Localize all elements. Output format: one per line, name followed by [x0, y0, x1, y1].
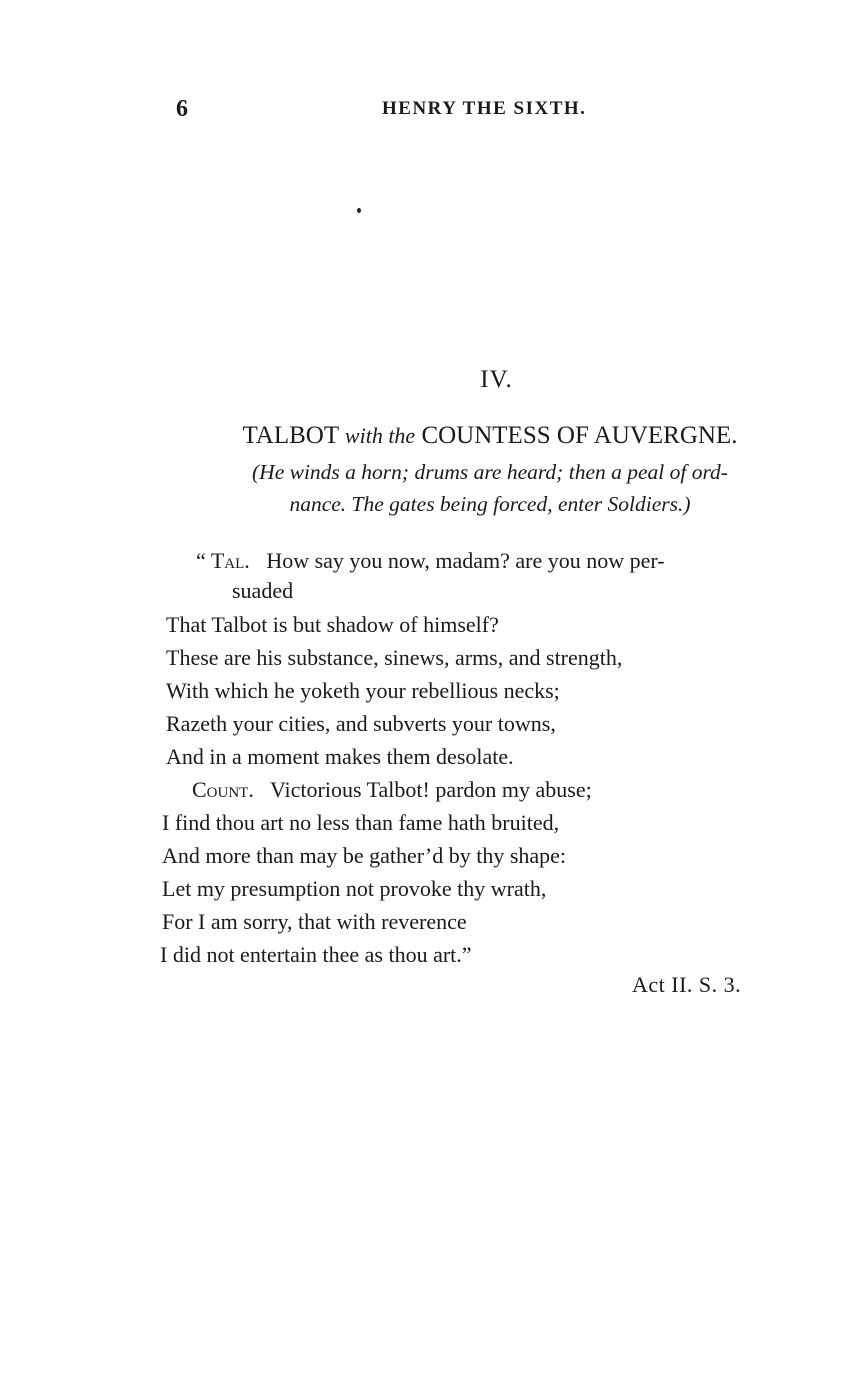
- scene-title-connector: with the: [344, 423, 416, 448]
- running-head: [0, 96, 843, 132]
- page-number: 6: [176, 96, 188, 122]
- speaker-name: “ Tal.: [196, 548, 250, 573]
- line-text: Victorious Talbot! pardon my abuse;: [269, 777, 592, 802]
- stage-direction-line-2: nance. The gates being forced, enter Soldiers.): [289, 492, 691, 516]
- verse-line: And in a moment makes them desolate.: [166, 744, 514, 769]
- verse-line: [192, 777, 592, 803]
- scene-title-name: TALBOT: [242, 422, 339, 449]
- verse-line: For I am sorry, that with reverence: [162, 909, 467, 934]
- verse-line: And more than may be gather’d by thy shape:: [162, 843, 567, 868]
- verse-line: These are his substance, sinews, arms, and strength,: [166, 645, 623, 670]
- scene-title: [160, 422, 820, 450]
- ink-speck: [357, 208, 361, 213]
- scene-number: IV.: [480, 366, 513, 393]
- act-scene-citation: Act II. S. 3.: [632, 972, 742, 997]
- verse-line: Razeth your cities, and subverts your towns,: [166, 711, 556, 736]
- verse-line: Let my presumption not provoke thy wrath,: [162, 876, 547, 901]
- verse-line: I did not entertain thee as thou art.”: [160, 942, 472, 967]
- verse-line: [196, 548, 665, 574]
- verse-line: I find thou art no less than fame hath bruited,: [162, 810, 560, 835]
- speaker-name: Count.: [192, 777, 254, 802]
- running-title: HENRY THE SIXTH.: [382, 98, 587, 119]
- verse-line: That Talbot is but shadow of himself?: [166, 612, 499, 637]
- verse-line: With which he yoketh your rebellious necks;: [166, 678, 560, 703]
- line-text: How say you now, madam? are you now per-: [266, 548, 665, 573]
- scene-title-other: COUNTESS OF AUVERGNE.: [421, 422, 738, 449]
- verse-line: suaded: [232, 578, 294, 603]
- stage-direction-line-1: (He winds a horn; drums are heard; then a peal of ord-: [252, 460, 728, 484]
